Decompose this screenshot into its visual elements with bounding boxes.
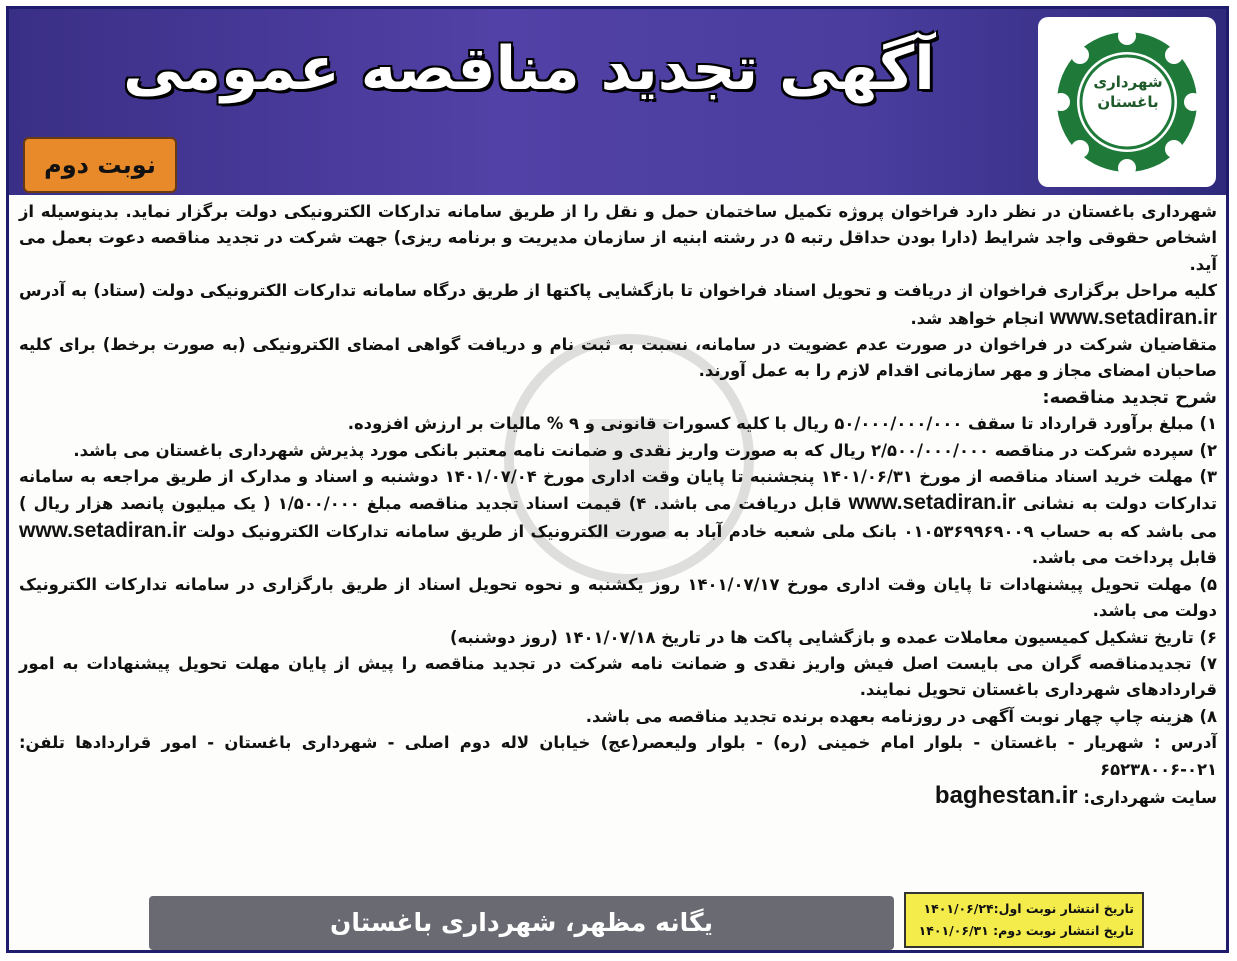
- procedure-text-end: انجام خواهد شد.: [910, 308, 1044, 328]
- publish-date-2: تاریخ انتشار نوبت دوم: ۱۴۰۱/۰۶/۳۱: [918, 923, 1134, 938]
- section-title: شرح تجدید مناقصه:: [1042, 386, 1217, 408]
- setadiran-link[interactable]: www.setadiran.ir: [1049, 305, 1217, 329]
- item-6: ۶) تاریخ تشکیل کمیسیون معاملات عمده و بازگشایی پاکت ها در تاریخ ۱۴۰۱/۰۷/۱۸ (روز دوشنبه): [450, 627, 1217, 647]
- ad-title: آگهی تجدید مناقصه عمومی: [123, 34, 935, 104]
- intro-paragraph: شهرداری باغستان در نظر دارد فراخوان پروژه تکمیل ساختمان حمل و نقل را از طریق سامانه تدارکات الکترونیکی دولت برگزار نماید. بدینوسیله از اشخاص حقوقی واجد شرایط (دارا بودن حداقل رتبه ۵ در رشته ابنیه از سازمان مدیریت و برنامه ریزی) جهت شرکت در تجدید مناقصه دعوت بعمل می آید.: [19, 202, 1217, 274]
- item-5: ۵) مهلت تحویل پیشنهادات تا پایان وقت اداری مورخ ۱۴۰۱/۰۷/۱۷ روز یکشنبه و نحوه تحویل اسناد از طریق بارگزاری در سامانه تدارکات الکترونیک دولت می باشد.: [19, 574, 1217, 621]
- item-3: [19, 464, 1217, 572]
- item-7: ۷) تجدیدمناقصه گران می بایست اصل فیش واریز نقدی و ضمانت نامه شرکت در تجدید مناقصه را پیش از پایان مهلت تحویل پیشنهادات به امور قراردادهای شهرداری باغستان تحویل نمایند.: [19, 653, 1217, 700]
- logo-text: شهرداری باغستان: [1093, 73, 1163, 111]
- ad-frame: [6, 6, 1229, 953]
- ad-body: [19, 199, 1217, 811]
- signature-band: یگانه مظهر، شهرداری باغستان: [149, 896, 894, 950]
- publish-date-1: تاریخ انتشار نوبت اول:۱۴۰۱/۰۶/۲۴: [923, 901, 1134, 916]
- municipality-logo: [1038, 17, 1216, 187]
- site-label: سایت شهرداری:: [1083, 787, 1217, 807]
- procedure-paragraph: [19, 278, 1217, 332]
- site-line: [19, 783, 1217, 811]
- round-badge: نوبت دوم: [23, 137, 177, 193]
- address-line: آدرس : شهریار - باغستان - بلوار امام خمینی (ره) - بلوار ولیعصر(عج) خیابان لاله دوم اصلی - شهرداری باغستان - امور قراردادها تلفن: ۰۲۱-۶۵۲۳۸۰۰۶: [19, 733, 1217, 779]
- item-2: ۲) سپرده شرکت در مناقصه ۲/۵۰۰/۰۰۰/۰۰۰ ریال که به صورت واریز نقدی و ضمانت نامه معتبر بانکی مورد پذیرش شهرداری باغستان می باشد.: [73, 440, 1217, 460]
- publish-dates-box: [904, 892, 1144, 948]
- setadiran-link-3[interactable]: www.setadiran.ir: [19, 518, 187, 542]
- setadiran-link-2[interactable]: www.setadiran.ir: [848, 491, 1016, 515]
- procedure-text: کلیه مراحل برگزاری فراخوان از دریافت و تحویل اسناد فراخوان تا بازگشایی پاکتها از طریق درگاه سامانه تدارکات الکترونیکی دولت (ستاد) به آدرس: [19, 281, 1217, 301]
- item-8: ۸) هزینه چاپ چهار نوبت آگهی در روزنامه بعهده برنده تجدید مناقصه می باشد.: [585, 706, 1217, 726]
- header-band: [9, 9, 1226, 195]
- item-3-text: ۳) مهلت خرید اسناد مناقصه از مورخ ۱۴۰۱/۰۶/۳۱ پنجشنبه تا پایان وقت اداری مورخ ۱۴۰۱/۰۷/۰۴ دوشنبه و اسناد و مدارک از طریق مراجعه به سامانه تدارکات دولت به نشانی: [19, 467, 1217, 514]
- item-3-text-c: قابل پرداخت می باشد.: [1031, 548, 1217, 568]
- item-1: ۱) مبلغ برآورد قرارداد تا سقف ۵۰/۰۰۰/۰۰۰/۰۰۰ ریال با کلیه کسورات قانونی و ۹ % مالیات بر ارزش افزوده.: [347, 414, 1217, 434]
- registration-paragraph: متقاضیان شرکت در فراخوان در صورت عدم عضویت در سامانه، نسبت به ثبت نام و دریافت گواهی امضای الکترونیکی (به صورت برخط) برای کلیه صاحبان امضای مجاز و مهر سازمانی اقدام لازم را به عمل آورند.: [19, 335, 1217, 381]
- item-3-text-b: قابل دریافت می باشد. ۴) قیمت اسناد تجدید مناقصه مبلغ ۱/۵۰۰/۰۰۰ ( یک میلیون پانصد هزار ریال ) می باشد که به حساب ۰۱۰۵۳۶۹۹۶۹۰۰۹ بانک ملی شعبه خادم آباد به صورت الکترونیک از طریق سامانه تدارکات الکترونیک دولت: [19, 494, 1217, 541]
- site-link[interactable]: baghestan.ir: [934, 781, 1078, 809]
